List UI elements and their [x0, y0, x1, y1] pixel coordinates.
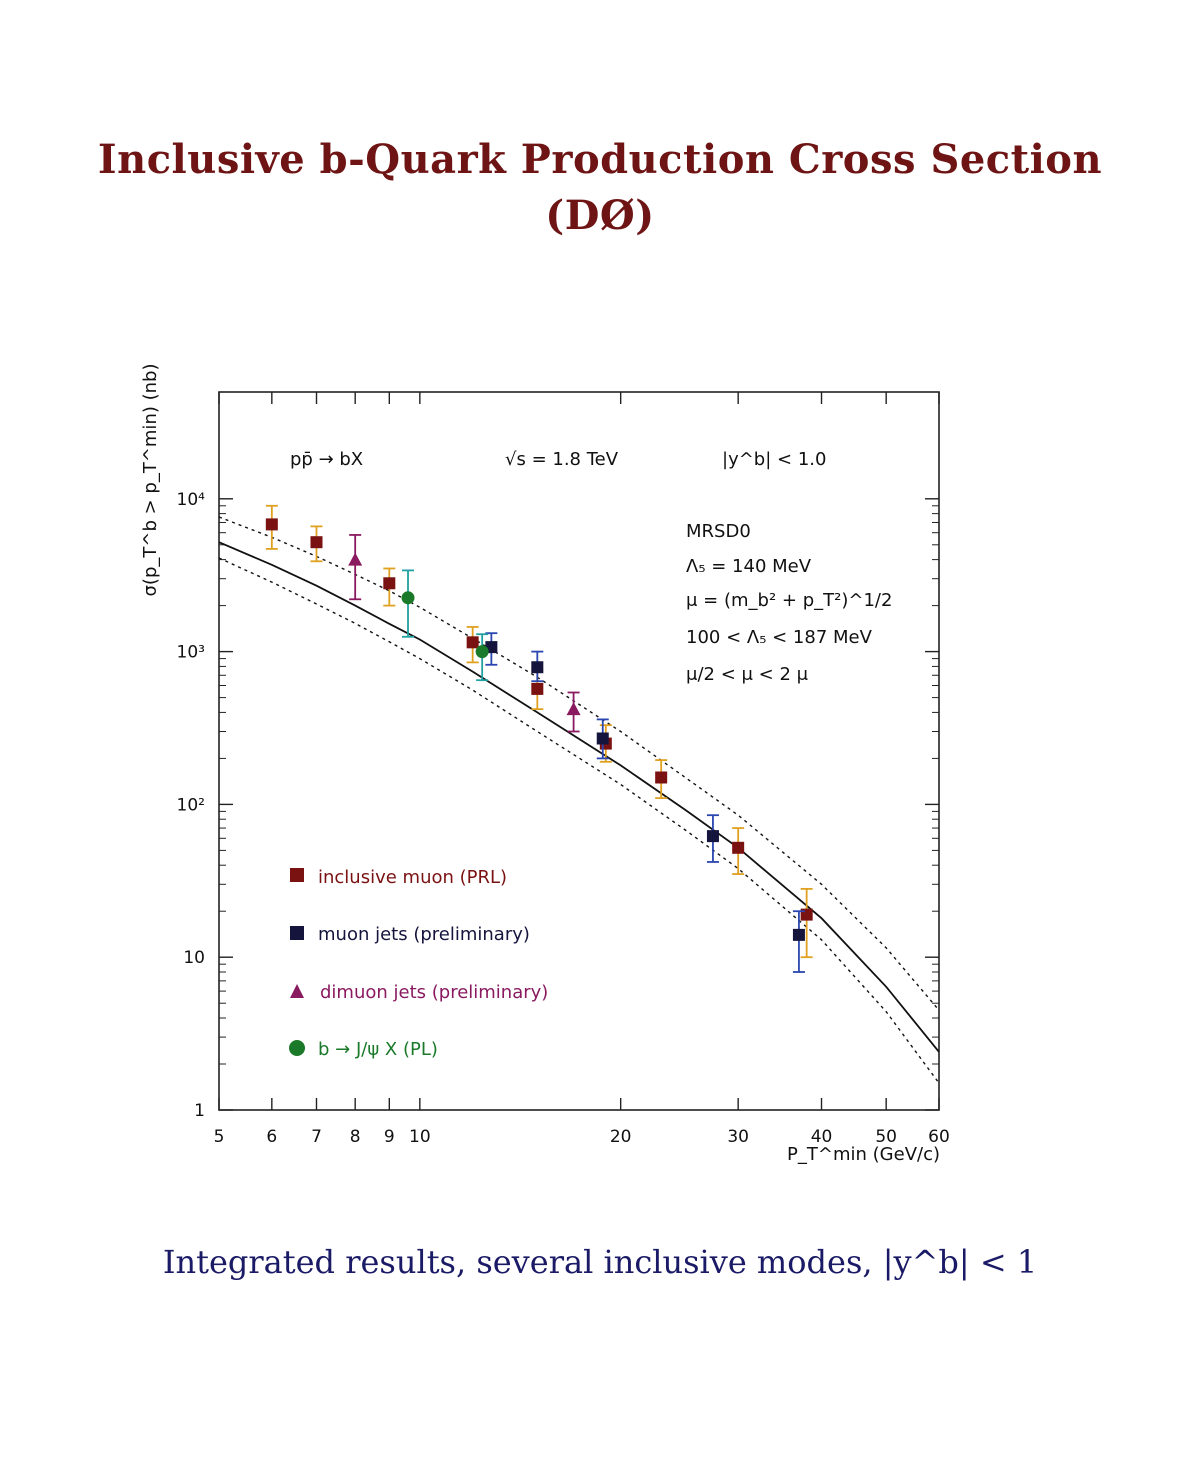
mu-range-label: μ/2 < μ < 2 μ	[686, 664, 809, 685]
point-s0-6-marker	[655, 771, 667, 783]
x-tick-label-9: 50	[875, 1127, 897, 1147]
pdf-label: MRSD0	[686, 521, 751, 542]
x-tick-label-1: 6	[266, 1127, 278, 1147]
y-tick-label-1: 10	[183, 948, 205, 969]
curve-central	[219, 542, 939, 1052]
point-s1-1-marker	[531, 661, 543, 673]
point-s0-1-marker	[310, 536, 322, 548]
legend-marker-jpsi	[289, 1040, 305, 1056]
legend-label-inclusive-muon: inclusive muon (PRL)	[318, 867, 508, 888]
energy-label: √s = 1.8 TeV	[505, 449, 619, 470]
point-s3-0-marker	[402, 591, 415, 604]
legend-marker-dimuon-jets	[290, 984, 304, 998]
lambda-label: Λ₅ = 140 MeV	[686, 556, 812, 577]
page-title: Inclusive b-Quark Production Cross Section	[97, 136, 1103, 183]
legend-label-jpsi: b → J/ψ X (PL)	[318, 1039, 438, 1060]
y-tick-label-3: 10³	[176, 642, 205, 663]
x-tick-label-10: 60	[928, 1127, 950, 1147]
y-tick-label-2: 10²	[176, 795, 205, 816]
x-tick-label-4: 9	[383, 1127, 395, 1147]
legend-marker-muon-jets	[290, 926, 304, 940]
x-tick-label-7: 30	[727, 1127, 749, 1147]
x-tick-label-8: 40	[810, 1127, 833, 1147]
point-s0-3-marker	[467, 636, 479, 648]
point-s1-2-marker	[597, 732, 609, 744]
legend-marker-inclusive-muon	[290, 868, 304, 882]
x-tick-label-3: 8	[349, 1127, 361, 1147]
point-s0-0-marker	[266, 518, 278, 530]
x-tick-label-5: 10	[409, 1127, 431, 1147]
point-s0-7-marker	[732, 842, 744, 854]
point-s3-1-marker	[476, 645, 489, 658]
figure-caption: Integrated results, several inclusive modes, |y^b| < 1	[162, 1243, 1038, 1281]
point-s0-4-marker	[531, 683, 543, 695]
y-tick-label-4: 10⁴	[176, 489, 205, 510]
point-s0-2-marker	[383, 577, 395, 589]
legend-label-muon-jets: muon jets (preliminary)	[318, 924, 530, 945]
x-tick-label-2: 7	[311, 1127, 322, 1147]
point-s1-4-marker	[793, 929, 805, 941]
legend	[289, 867, 548, 1060]
x-axis-label: P_T^min (GeV/c)	[787, 1144, 940, 1165]
y-tick-label-0: 1	[194, 1101, 205, 1121]
legend-label-dimuon-jets: dimuon jets (preliminary)	[320, 982, 549, 1003]
point-s1-3-marker	[707, 830, 719, 842]
lambda-range-label: 100 < Λ₅ < 187 MeV	[686, 627, 872, 648]
x-tick-label-6: 20	[609, 1127, 632, 1147]
axis-ticks	[177, 392, 950, 1147]
point-s2-0-marker	[348, 553, 362, 566]
page-subtitle: (DØ)	[545, 192, 655, 239]
x-tick-label-0: 5	[213, 1127, 225, 1147]
scale-label: μ = (m_b² + p_T²)^1/2	[686, 590, 893, 611]
y-axis-label: σ(p_T^b > p_T^min) (nb)	[140, 363, 161, 597]
process-label: pp̄ → bX	[290, 449, 364, 470]
rapidity-label: |y^b| < 1.0	[722, 449, 827, 470]
